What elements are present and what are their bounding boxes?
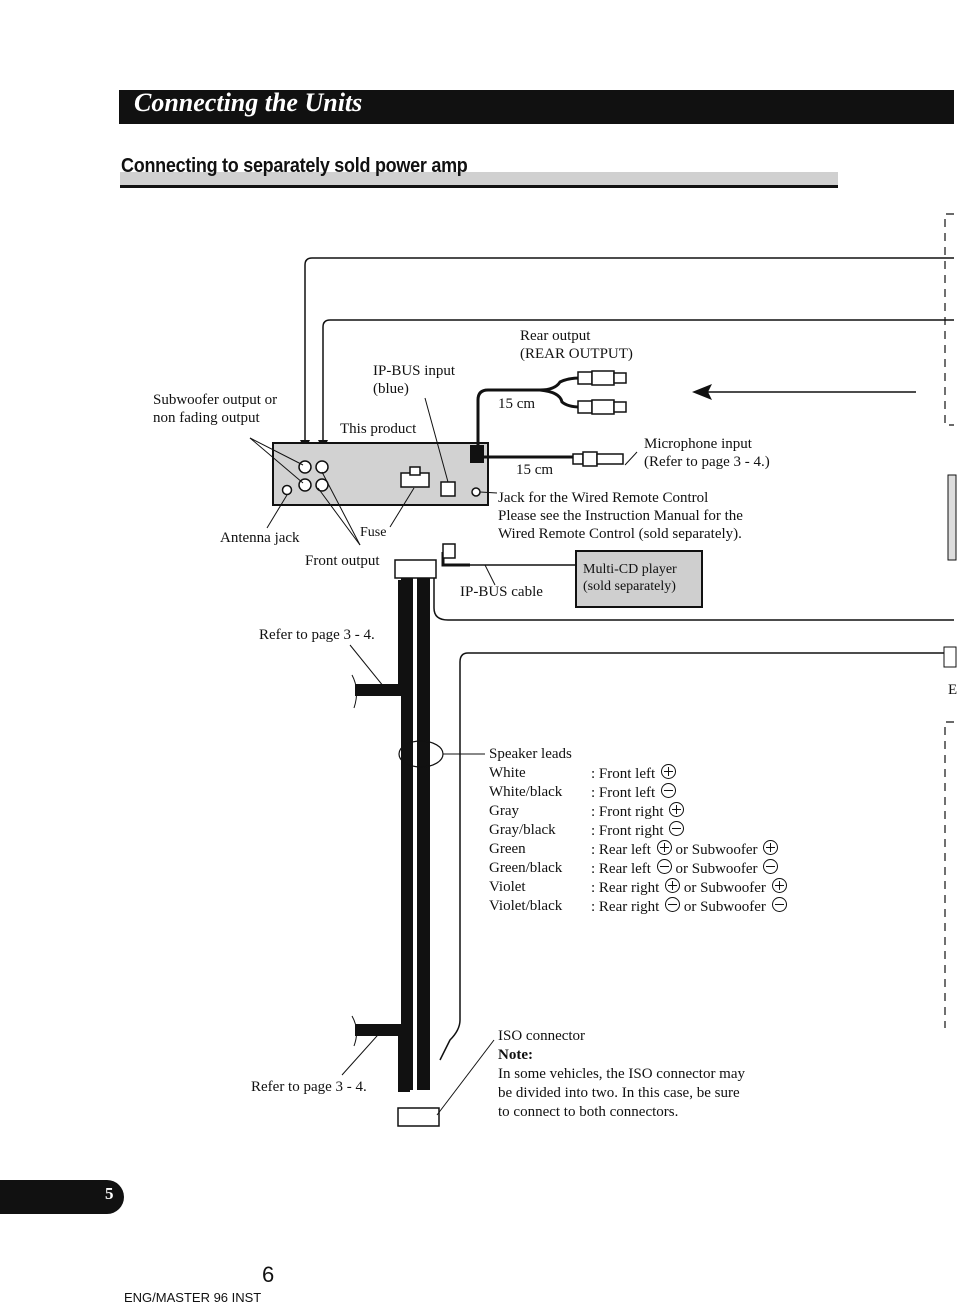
speaker-lead-color: Violet — [489, 879, 526, 895]
minus-icon — [772, 897, 787, 912]
rear-output-label: Rear output — [520, 328, 591, 344]
section-title: Connecting to separately sold power amp — [121, 155, 468, 177]
antenna-jack-label: Antenna jack — [220, 530, 300, 546]
refer-page-top-label: Refer to page 3 - 4. — [259, 627, 375, 643]
cable-length-label-b: 15 cm — [516, 462, 554, 478]
page-title: Connecting the Units — [134, 88, 363, 117]
iso-connector-label: ISO connector — [498, 1028, 586, 1044]
this-product-label: This product — [340, 421, 417, 437]
speaker-lead-color: White/black — [489, 784, 563, 800]
edge-letter: E — [948, 682, 957, 698]
mic-input-label: Microphone input — [644, 436, 752, 452]
minus-icon — [665, 897, 680, 912]
minus-icon — [763, 859, 778, 874]
note-text-3: to connect to both connectors. — [498, 1104, 679, 1120]
remote-jack-label-1: Jack for the Wired Remote Control — [498, 490, 709, 506]
speaker-lead-desc: : Front left — [591, 783, 676, 803]
ipbus-cable-label: IP-BUS cable — [460, 584, 543, 600]
note-label: Note: — [498, 1047, 533, 1063]
cable-length-label-a: 15 cm — [498, 396, 536, 412]
remote-jack-label-2: Please see the Instruction Manual for the — [498, 508, 743, 524]
speaker-lead-desc: : Rear left or Subwoofer — [591, 840, 778, 860]
refer-page-bottom-label: Refer to page 3 - 4. — [251, 1079, 367, 1095]
page-number: 6 — [262, 1262, 275, 1287]
rear-output-sub-label: (REAR OUTPUT) — [520, 346, 633, 362]
plus-icon — [661, 764, 676, 779]
speaker-lead-color: Violet/black — [489, 898, 563, 914]
ipbus-input-sub-label: (blue) — [373, 381, 409, 397]
speaker-lead-color: White — [489, 765, 526, 781]
speaker-lead-desc: : Front right — [591, 802, 684, 822]
cd-player-label-2: (sold separately) — [583, 579, 676, 594]
note-text-1: In some vehicles, the ISO connector may — [498, 1066, 746, 1082]
subwoofer-output-sub-label: non fading output — [153, 410, 260, 426]
footer-code: ENG/MASTER 96 INST — [124, 1290, 262, 1305]
speaker-lead-desc: : Rear left or Subwoofer — [591, 859, 778, 879]
plus-icon — [657, 840, 672, 855]
plus-icon — [669, 802, 684, 817]
minus-icon — [657, 859, 672, 874]
plus-icon — [665, 878, 680, 893]
speaker-leads-title: Speaker leads — [489, 746, 572, 762]
plus-icon — [763, 840, 778, 855]
front-output-label: Front output — [305, 553, 380, 569]
speaker-lead-color: Gray — [489, 803, 519, 819]
subwoofer-output-label: Subwoofer output or — [153, 392, 278, 408]
cd-player-box — [575, 550, 703, 608]
remote-jack-label-3: Wired Remote Control (sold separately). — [498, 526, 742, 542]
speaker-lead-desc: : Rear right or Subwoofer — [591, 897, 787, 917]
ipbus-input-label: IP-BUS input — [373, 363, 456, 379]
speaker-lead-color: Green/black — [489, 860, 563, 876]
chapter-tab-number: 5 — [105, 1184, 114, 1203]
speaker-lead-desc: : Rear right or Subwoofer — [591, 878, 787, 898]
speaker-lead-desc: : Front right — [591, 821, 684, 841]
plus-icon — [772, 878, 787, 893]
minus-icon — [669, 821, 684, 836]
speaker-lead-color: Green — [489, 841, 526, 857]
speaker-lead-color: Gray/black — [489, 822, 556, 838]
speaker-lead-desc: : Front left — [591, 764, 676, 784]
fuse-label: Fuse — [360, 525, 387, 540]
mic-input-sub-label: (Refer to page 3 - 4.) — [644, 454, 770, 470]
minus-icon — [661, 783, 676, 798]
note-text-2: be divided into two. In this case, be sure — [498, 1085, 740, 1101]
cd-player-label-1: Multi-CD player — [583, 562, 677, 577]
